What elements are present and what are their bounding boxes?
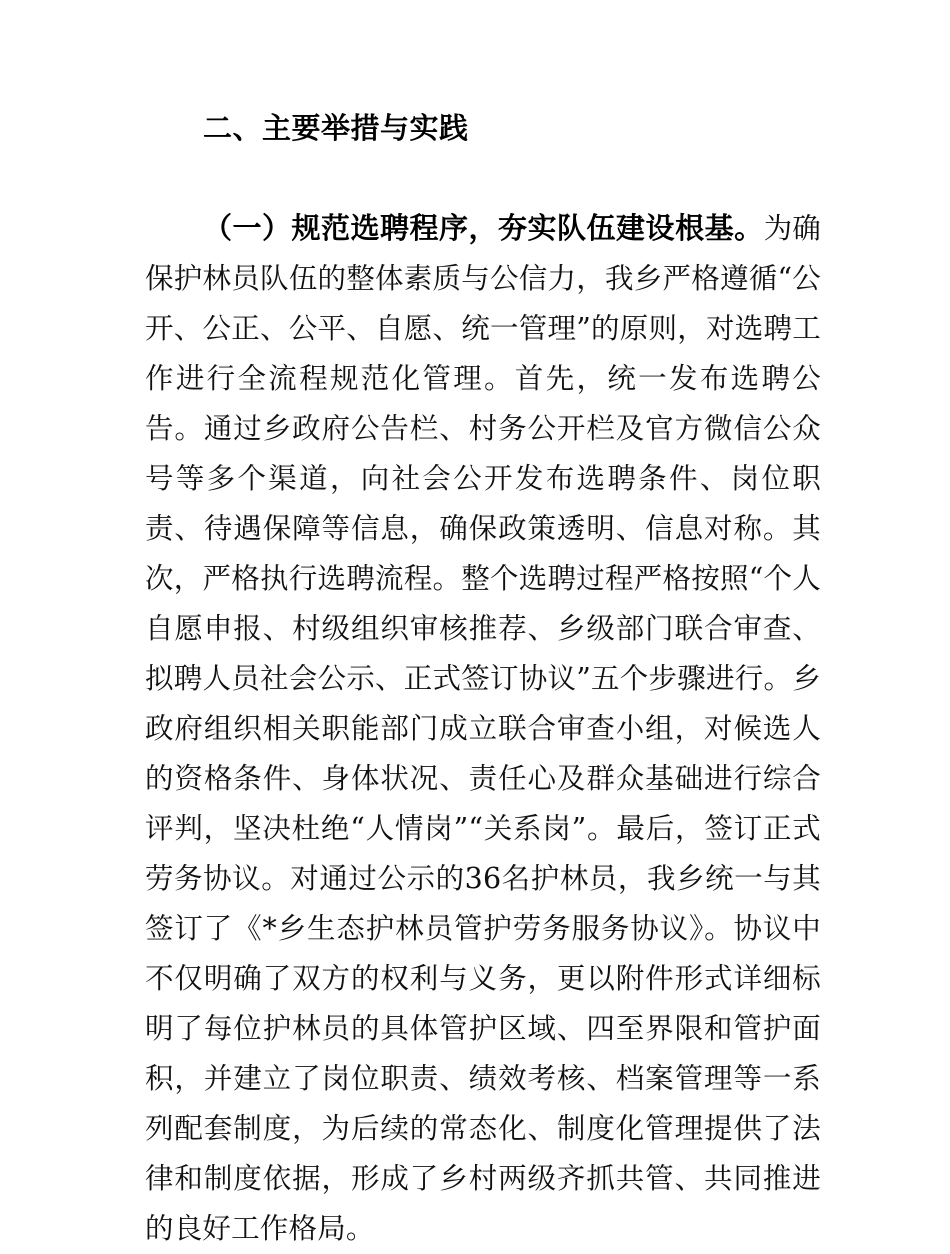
section-heading: 二、主要举措与实践 — [203, 113, 469, 145]
document-body — [145, 104, 821, 1254]
paragraph-body-text: 为确保护林员队伍的整体素质与公信力，我乡严格遵循“公开、公正、公平、自愿、统一管理”的原则，对选聘工作进行全流程规范化管理。首先，统一发布选聘公告。通过乡政府公告栏、村务公开栏及官方微信公众号等多个渠道，向社会公开发布选聘条件、岗位职责、待遇保障等信息，确保政策透明、信息对称。其次，严格执行选聘流程。整个选聘过程严格按照“个人自愿申报、村级组织审核推荐、乡级部门联合审查、拟聘人员社会公示、正式签订协议”五个步骤进行。乡政府组织相关职能部门成立联合审查小组，对候选人的资格条件、身体状况、责任心及群众基础进行综合评判，坚决杜绝“人情岗”“关系岗”。最后，签订正式劳务协议。对通过公示的36名护林员，我乡统一与其签订了《*乡生态护林员管护劳务服务协议》。协议中不仅明确了双方的权利与义务，更以附件形式详细标明了每位护林员的具体管护区域、四至界限和管护面积，并建立了岗位职责、绩效考核、档案管理等一系列配套制度，为后续的常态化、制度化管理提供了法律和制度依据，形成了乡村两级齐抓共管、共同推进的良好工作格局。 — [145, 212, 821, 1245]
paragraph-block — [145, 204, 821, 1254]
heading-spacer — [145, 154, 821, 204]
paragraph-lead-in: （一）规范选聘程序，夯实队伍建设根基。 — [203, 213, 764, 245]
